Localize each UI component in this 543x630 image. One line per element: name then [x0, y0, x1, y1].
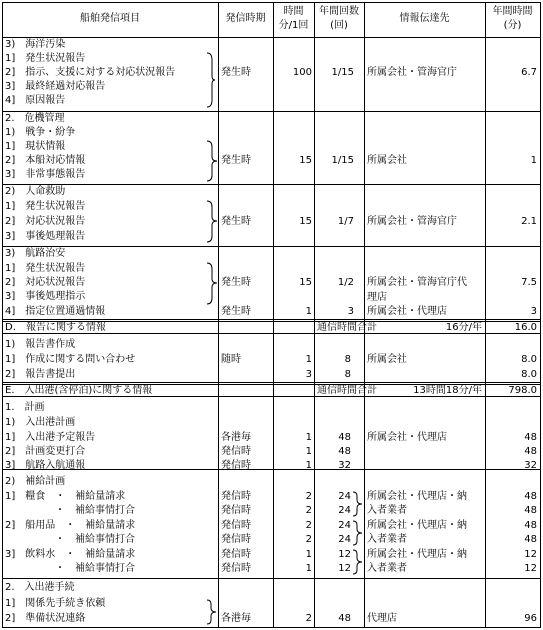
- brace-icon: [206, 200, 218, 243]
- count-cell: 1/15: [331, 155, 354, 166]
- list-item: 4] 指定位置通過情報: [5, 306, 106, 317]
- timing-cell: 発信時: [221, 460, 251, 471]
- header-time-unit: 分/1回: [278, 20, 309, 31]
- subsection-title: 1) 報告書作成: [5, 339, 76, 350]
- time-cell: 1: [305, 432, 312, 443]
- list-item: 2] 対応状況報告: [5, 277, 86, 288]
- subsection-title: 1. 計画: [5, 402, 45, 413]
- annual-cell: 48: [524, 520, 537, 531]
- destination-cell: 理店: [367, 292, 387, 303]
- destination-cell: 所属会社・代理店・納: [367, 491, 467, 502]
- list-item: ・ 補給事情打合: [5, 505, 135, 516]
- header-destination: 情報伝達先: [399, 13, 450, 24]
- annual-cell: 2.1: [521, 216, 537, 227]
- annual-cell: 12: [524, 549, 537, 560]
- annual-cell: 1: [530, 155, 537, 166]
- destination-cell: 所属会社・代理店: [367, 432, 447, 443]
- annual-cell: 48: [524, 432, 537, 443]
- timing-cell: 各港毎: [221, 432, 251, 443]
- time-cell: 1: [305, 446, 312, 457]
- destination-cell: 所属会社・管海官庁: [367, 67, 457, 78]
- annual-cell: 32: [524, 460, 537, 471]
- annual-cell: 6.7: [521, 67, 537, 78]
- time-cell: 2: [305, 505, 312, 516]
- brace-icon: [206, 262, 218, 305]
- header-time: 時間: [283, 6, 304, 17]
- grid-line: [540, 2, 541, 628]
- timing-cell: 発生時: [221, 155, 251, 166]
- grid-line: [2, 578, 541, 579]
- time-cell: 2: [305, 491, 312, 502]
- timing-cell: 発信時: [221, 520, 251, 531]
- timing-cell: 発信時: [221, 505, 251, 516]
- brace-icon: [352, 520, 364, 546]
- count-cell: 32: [338, 460, 351, 471]
- count-cell: 8: [344, 369, 351, 380]
- total-annual: 16.0: [514, 322, 537, 333]
- annual-cell: 48: [524, 505, 537, 516]
- time-cell: 1: [305, 563, 312, 574]
- subsection-title: 2. 入出港手続: [5, 582, 75, 593]
- time-cell: 1: [305, 306, 312, 317]
- annual-cell: 48: [524, 446, 537, 457]
- count-cell: 8: [344, 354, 351, 365]
- timing-cell: 発生時: [221, 216, 251, 227]
- list-item: 2] 対応状況報告: [5, 216, 86, 227]
- timing-cell: 発生時: [221, 306, 251, 317]
- list-item: 2] 報告書提出: [5, 369, 76, 380]
- section-title: D. 報告に関する情報: [5, 322, 106, 333]
- subsection-title: 2) 人命救助: [5, 186, 66, 197]
- destination-cell: 所属会社・代理店・納: [367, 520, 467, 531]
- list-item: 2] 計画変更打合: [5, 446, 86, 457]
- total-value: 13時間18分/年: [413, 385, 482, 396]
- list-item: 2] 船用品 ・ 補給量請求: [5, 520, 136, 531]
- time-cell: 100: [292, 67, 312, 78]
- destination-cell: 入者業者: [367, 505, 407, 516]
- header-count-unit: (回): [330, 20, 348, 31]
- timing-cell: 発信時: [221, 563, 251, 574]
- annual-cell: 48: [524, 491, 537, 502]
- timing-cell: 発生時: [221, 67, 251, 78]
- time-cell: 2: [305, 613, 312, 624]
- destination-cell: 所属会社・管海官庁代: [367, 277, 467, 288]
- count-cell: 1/15: [331, 67, 354, 78]
- destination-cell: 所属会社・代理店・納: [367, 549, 467, 560]
- time-cell: 15: [299, 277, 312, 288]
- destination-cell: 入者業者: [367, 534, 407, 545]
- list-item: 2] 本船対応情報: [5, 155, 86, 166]
- header-annual: 年間時間: [492, 6, 533, 17]
- list-item: 1] 発生状況報告: [5, 263, 86, 274]
- annual-cell: 7.5: [521, 277, 537, 288]
- annual-cell: 8.0: [521, 369, 537, 380]
- header-item: 船舶発信項目: [80, 13, 140, 24]
- timing-cell: 発信時: [221, 446, 251, 457]
- time-cell: 15: [299, 155, 312, 166]
- header-timing: 発信時期: [225, 13, 266, 24]
- grid-line: [2, 37, 541, 38]
- list-item: 1] 発生状況報告: [5, 53, 86, 64]
- annual-cell: 48: [524, 534, 537, 545]
- brace-icon: [206, 52, 216, 108]
- timing-cell: 随時: [221, 354, 241, 365]
- list-item: 1] 作成に関する問い合わせ: [5, 354, 136, 365]
- total-value: 16分/年: [445, 322, 482, 333]
- count-cell: 48: [338, 613, 351, 624]
- grid-line: [218, 2, 219, 628]
- count-cell: 24: [338, 491, 351, 502]
- destination-cell: 所属会社: [367, 155, 407, 166]
- count-cell: 3: [347, 306, 354, 317]
- count-cell: 1/2: [337, 277, 354, 288]
- destination-cell: 入者業者: [367, 563, 407, 574]
- count-cell: 1/7: [337, 216, 354, 227]
- subsection-title: 1) 入出港計画: [5, 417, 76, 428]
- count-cell: 12: [338, 563, 351, 574]
- header-annual-unit: (分): [503, 20, 522, 31]
- grid-line: [2, 2, 541, 3]
- time-cell: 1: [305, 460, 312, 471]
- grid-line: [364, 2, 365, 628]
- grid-line: [2, 627, 541, 628]
- count-cell: 24: [338, 505, 351, 516]
- time-cell: 2: [305, 520, 312, 531]
- communication-table: [2, 2, 541, 628]
- destination-cell: 所属会社・代理店: [367, 306, 447, 317]
- time-cell: 15: [299, 216, 312, 227]
- count-cell: 12: [338, 549, 351, 560]
- subsection-title: 2) 補給計画: [5, 476, 66, 487]
- section-title: 2. 危機管理: [5, 113, 65, 124]
- count-cell: 48: [338, 446, 351, 457]
- list-item: 4] 原因報告: [5, 95, 66, 106]
- destination-cell: 所属会社・管海官庁: [367, 216, 457, 227]
- count-cell: 24: [338, 534, 351, 545]
- header-count: 年間回数: [319, 6, 359, 17]
- timing-cell: 発信時: [221, 549, 251, 560]
- total-annual: 798.0: [508, 385, 537, 396]
- list-item: 1] 現状情報: [5, 141, 66, 152]
- annual-cell: 96: [524, 613, 537, 624]
- annual-cell: 8.0: [521, 354, 537, 365]
- list-item: 1] 関係先手続き依頼: [5, 598, 106, 609]
- total-label: 通信時間合計: [317, 385, 377, 396]
- subsection-title: 3) 航路治安: [5, 248, 66, 259]
- time-cell: 1: [305, 354, 312, 365]
- list-item: 3] 最終経過対応報告: [5, 81, 106, 92]
- grid-line: [2, 111, 541, 112]
- time-cell: 3: [305, 369, 312, 380]
- count-cell: 24: [338, 520, 351, 531]
- grid-line: [2, 2, 3, 628]
- time-cell: 2: [305, 534, 312, 545]
- section-title: E. 入出港(含停泊)に関する情報: [5, 385, 153, 396]
- count-cell: 48: [338, 432, 351, 443]
- annual-cell: 3: [530, 306, 537, 317]
- list-item: 1] 糧食 ・ 補給量請求: [5, 491, 126, 502]
- list-item: 1] 入出港予定報告: [5, 432, 96, 443]
- list-item: 2] 準備状況連絡: [5, 613, 86, 624]
- list-item: ・ 補給事情打合: [5, 563, 135, 574]
- list-item: 3] 事後処理報告: [5, 231, 86, 242]
- list-item: 3] 非常事態報告: [5, 169, 86, 180]
- destination-cell: 代理店: [367, 613, 397, 624]
- brace-icon: [352, 549, 364, 575]
- time-cell: 1: [305, 549, 312, 560]
- brace-icon: [352, 491, 364, 517]
- grid-line: [2, 184, 541, 185]
- timing-cell: 発信時: [221, 534, 251, 545]
- brace-icon: [206, 140, 218, 182]
- list-item: 3] 飲料水 ・ 補給量請求: [5, 549, 136, 560]
- timing-cell: 発生時: [221, 277, 251, 288]
- destination-cell: 所属会社: [367, 354, 407, 365]
- list-item: 1] 発生状況報告: [5, 201, 86, 212]
- annual-cell: 12: [524, 563, 537, 574]
- list-item: 3] 事後処理指示: [5, 291, 86, 302]
- total-label: 通信時間合計: [317, 322, 377, 333]
- timing-cell: 各港毎: [221, 613, 251, 624]
- list-item: 2] 指示、支援に対する対応状況報告: [5, 67, 176, 78]
- grid-line: [2, 246, 541, 247]
- section-title: 3) 海洋汚染: [5, 39, 66, 50]
- list-item: ・ 補給事情打合: [5, 534, 135, 545]
- brace-icon: [206, 599, 218, 625]
- subsection-title: 1) 戦争・紛争: [5, 127, 76, 138]
- timing-cell: 発信時: [221, 491, 251, 502]
- list-item: 3] 航路入航通報: [5, 460, 86, 471]
